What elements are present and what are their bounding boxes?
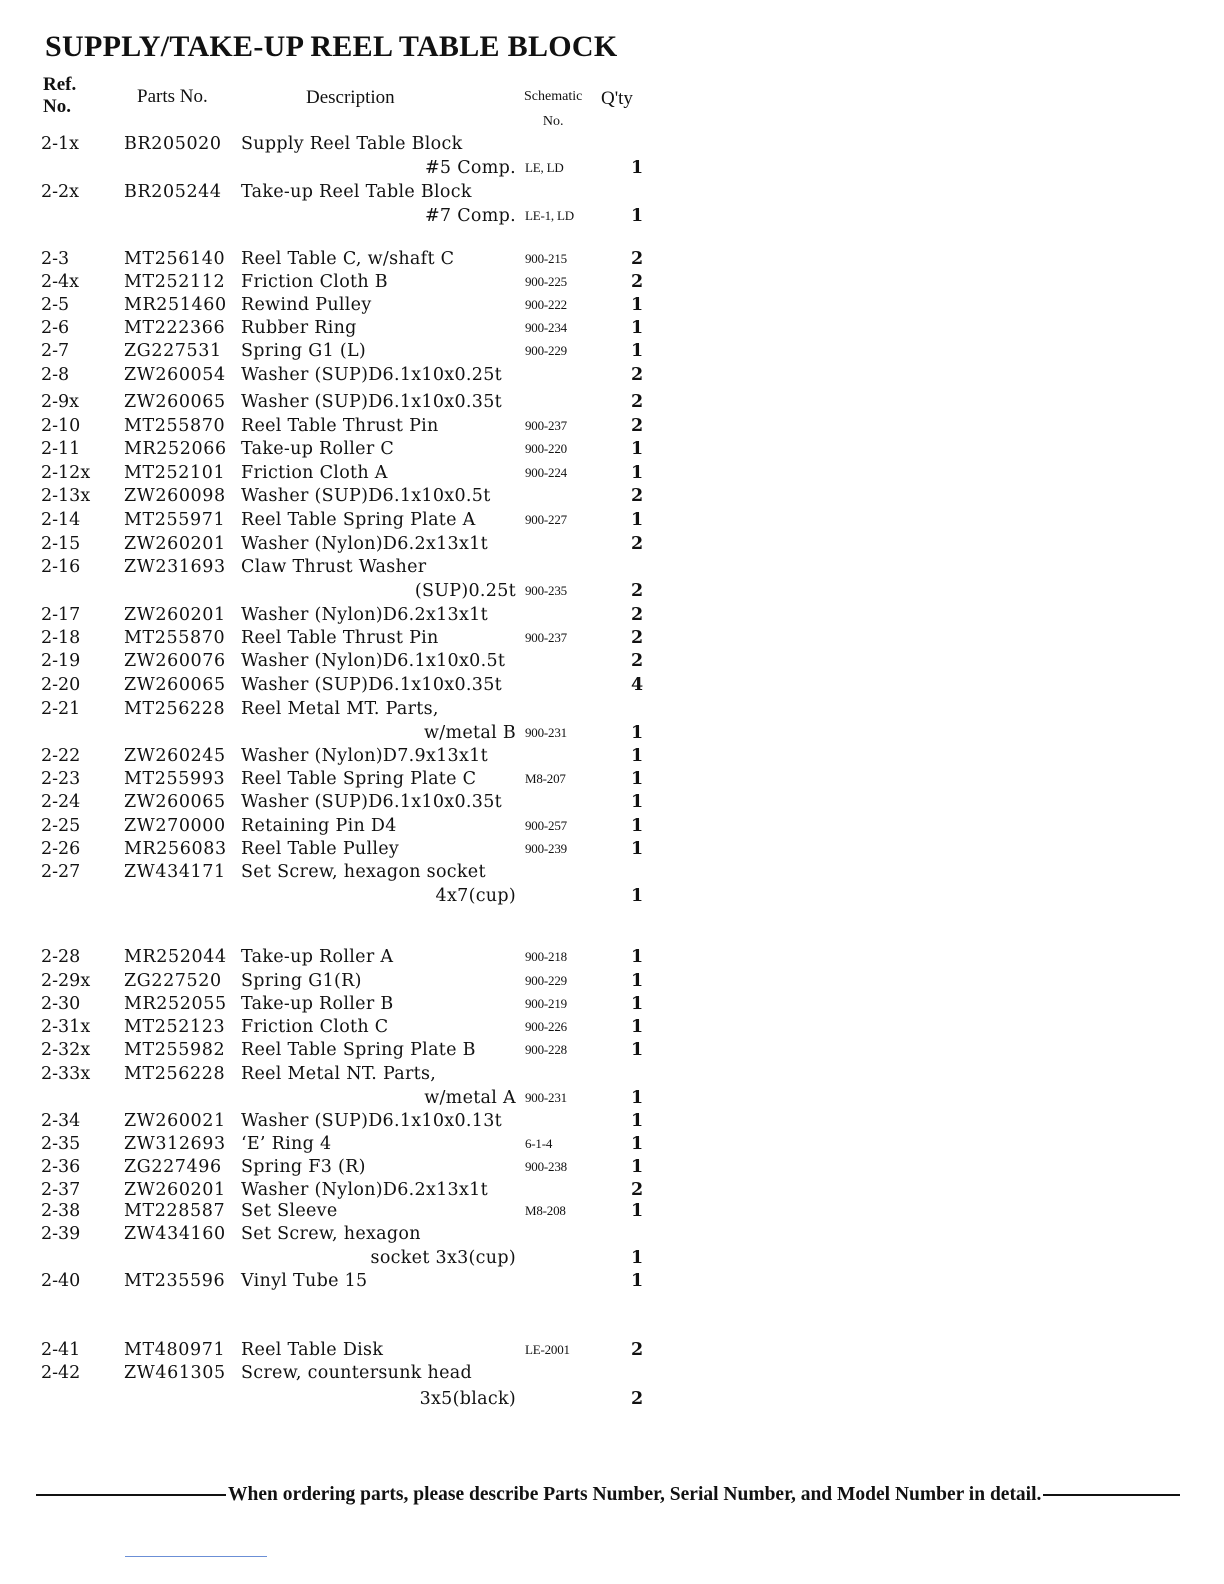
parts-no: BR205244	[124, 182, 222, 202]
parts-no: MT255993	[124, 769, 226, 789]
table-row	[0, 340, 700, 362]
table-row	[0, 861, 700, 883]
table-row	[0, 1362, 700, 1384]
quantity: 1	[631, 1111, 644, 1131]
table-row	[0, 650, 700, 672]
ref-no: 2-25	[41, 816, 81, 836]
table-row	[0, 745, 700, 767]
parts-no: ZW260065	[124, 792, 226, 812]
schematic-no: 900-229	[525, 973, 567, 988]
ref-no: 2-21	[41, 699, 81, 719]
description: Take-up Roller A	[241, 947, 394, 967]
parts-no: MT252112	[124, 272, 226, 292]
description: ‘E’ Ring 4	[241, 1134, 332, 1154]
ref-no: 2-27	[41, 862, 81, 882]
quantity: 1	[631, 723, 644, 743]
schematic-no: 900-257	[525, 818, 567, 833]
description: Washer (Nylon)D7.9x13x1t	[241, 746, 488, 766]
description: Spring F3 (R)	[241, 1157, 366, 1177]
quantity: 1	[631, 792, 644, 812]
table-row	[0, 1133, 700, 1155]
description: Reel Table Spring Plate C	[241, 769, 477, 789]
quantity: 1	[631, 1017, 644, 1037]
quantity: 1	[631, 1088, 644, 1108]
table-row	[0, 1339, 700, 1361]
table-row	[0, 1223, 700, 1245]
ref-no: 2-2x	[41, 182, 80, 202]
description-continued: w/metal A	[424, 1088, 516, 1108]
table-row	[0, 627, 700, 649]
ref-no: 2-5	[41, 295, 70, 315]
schematic-no: 900-239	[525, 841, 567, 856]
quantity: 1	[631, 158, 644, 178]
quantity: 1	[631, 947, 644, 967]
schematic-no: LE-1, LD	[525, 208, 574, 223]
parts-no: ZG227496	[124, 1157, 222, 1177]
description: Washer (Nylon)D6.2x13x1t	[241, 1180, 488, 1200]
parts-no: MT252123	[124, 1017, 226, 1037]
quantity: 2	[631, 392, 644, 412]
table-row	[0, 993, 700, 1015]
parts-no: ZW260065	[124, 675, 226, 695]
table-row	[0, 1270, 700, 1292]
quantity: 1	[631, 206, 644, 226]
description-continued: socket 3x3(cup)	[370, 1248, 516, 1268]
table-row	[0, 815, 700, 837]
header-ref-line2: No.	[43, 96, 71, 117]
quantity: 2	[631, 486, 644, 506]
parts-no: MR251460	[124, 295, 227, 315]
table-row	[0, 1039, 700, 1061]
schematic-no: 900-226	[525, 1019, 567, 1034]
schematic-no: 900-224	[525, 465, 567, 480]
quantity: 1	[631, 746, 644, 766]
parts-no: MT255870	[124, 628, 226, 648]
quantity: 2	[631, 1340, 644, 1360]
parts-no: MT255971	[124, 510, 226, 530]
table-row	[0, 722, 700, 744]
ref-no: 2-30	[41, 994, 81, 1014]
table-row	[0, 1179, 700, 1201]
header-description: Description	[306, 87, 395, 108]
schematic-no: 900-225	[525, 274, 567, 289]
ref-no: 2-32x	[41, 1040, 91, 1060]
parts-no: ZW260245	[124, 746, 226, 766]
description: Claw Thrust Washer	[241, 557, 427, 577]
description: Set Screw, hexagon socket	[241, 862, 486, 882]
table-row	[0, 946, 700, 968]
parts-no: MT252101	[124, 463, 226, 483]
table-row	[0, 1016, 700, 1038]
parts-no: ZW260201	[124, 1180, 226, 1200]
parts-no: ZW260076	[124, 651, 226, 671]
description: Reel Metal MT. Parts,	[241, 699, 439, 719]
parts-no: ZW231693	[124, 557, 226, 577]
ref-no: 2-16	[41, 557, 81, 577]
quantity: 1	[631, 463, 644, 483]
schematic-no: LE-2001	[525, 1342, 570, 1357]
parts-no: ZG227520	[124, 971, 222, 991]
page-title: SUPPLY/TAKE-UP REEL TABLE BLOCK	[45, 30, 618, 63]
ref-no: 2-35	[41, 1134, 81, 1154]
table-row	[0, 580, 700, 602]
footer-note	[36, 1484, 1180, 1506]
description: Washer (Nylon)D6.2x13x1t	[241, 605, 488, 625]
quantity: 1	[631, 886, 644, 906]
schematic-no: 900-237	[525, 630, 567, 645]
table-row	[0, 533, 700, 555]
footer-rule-left	[36, 1494, 226, 1496]
description: Washer (SUP)D6.1x10x0.5t	[241, 486, 491, 506]
schematic-no: M8-207	[525, 771, 566, 786]
ref-no: 2-36	[41, 1157, 81, 1177]
quantity: 1	[631, 816, 644, 836]
schematic-no: 900-231	[525, 1090, 567, 1105]
ref-no: 2-22	[41, 746, 81, 766]
header-qty: Q'ty	[601, 88, 633, 109]
parts-no: MT256140	[124, 249, 226, 269]
quantity: 2	[631, 581, 644, 601]
quantity: 2	[631, 605, 644, 625]
parts-no: ZW312693	[124, 1134, 226, 1154]
schematic-no: 900-227	[525, 512, 567, 527]
table-row	[0, 556, 700, 578]
description-continued: 3x5(black)	[419, 1389, 516, 1409]
quantity: 1	[631, 839, 644, 859]
description: Spring G1 (L)	[241, 341, 367, 361]
table-row	[0, 415, 700, 437]
quantity: 1	[631, 439, 644, 459]
quantity: 2	[631, 416, 644, 436]
description: Set Sleeve	[241, 1201, 338, 1221]
ref-no: 2-28	[41, 947, 81, 967]
quantity: 1	[631, 1248, 644, 1268]
parts-no: MT480971	[124, 1340, 226, 1360]
description-continued: (SUP)0.25t	[414, 581, 516, 601]
description: Washer (SUP)D6.1x10x0.35t	[241, 792, 502, 812]
table-row	[0, 317, 700, 339]
footer-rule-right	[1043, 1494, 1180, 1496]
quantity: 2	[631, 628, 644, 648]
parts-no: MT255870	[124, 416, 226, 436]
parts-no: MR256083	[124, 839, 227, 859]
ref-no: 2-31x	[41, 1017, 91, 1037]
quantity: 1	[631, 1201, 644, 1221]
description: Reel Table Spring Plate B	[241, 1040, 476, 1060]
ref-no: 2-14	[41, 510, 81, 530]
description: Reel Table Spring Plate A	[241, 510, 476, 530]
description: Retaining Pin D4	[241, 816, 397, 836]
description-continued: 4x7(cup)	[435, 886, 516, 906]
ref-no: 2-3	[41, 249, 70, 269]
description: Screw, countersunk head	[241, 1363, 473, 1383]
description: Reel Table Thrust Pin	[241, 628, 439, 648]
ref-no: 2-20	[41, 675, 81, 695]
description: Washer (SUP)D6.1x10x0.35t	[241, 392, 502, 412]
description-continued: #5 Comp.	[424, 158, 516, 178]
description: Rewind Pulley	[241, 295, 372, 315]
quantity: 1	[631, 971, 644, 991]
ref-no: 2-23	[41, 769, 81, 789]
table-row	[0, 838, 700, 860]
parts-no: ZW260098	[124, 486, 226, 506]
description-continued: #7 Comp.	[424, 206, 516, 226]
table-row	[0, 391, 700, 413]
quantity: 2	[631, 534, 644, 554]
description: Take-up Reel Table Block	[241, 182, 472, 202]
table-row	[0, 438, 700, 460]
table-row	[0, 485, 700, 507]
ref-no: 2-1x	[41, 134, 80, 154]
quantity: 1	[631, 1134, 644, 1154]
schematic-no: 900-228	[525, 1042, 567, 1057]
description: Take-up Roller C	[241, 439, 395, 459]
parts-no: MT222366	[124, 318, 226, 338]
quantity: 1	[631, 341, 644, 361]
table-row	[0, 294, 700, 316]
table-row	[0, 1388, 700, 1410]
parts-no: ZW461305	[124, 1363, 226, 1383]
ref-no: 2-38	[41, 1201, 81, 1221]
scan-artifact-line	[125, 1556, 267, 1557]
footer-text: When ordering parts, please describe Parts Number, Serial Number, and Model Number in detail.	[228, 1484, 1042, 1505]
schematic-no: 900-229	[525, 343, 567, 358]
quantity: 2	[631, 1389, 644, 1409]
quantity: 1	[631, 1040, 644, 1060]
table-row	[0, 1110, 700, 1132]
description: Washer (SUP)D6.1x10x0.13t	[241, 1111, 502, 1131]
parts-no: MR252044	[124, 947, 227, 967]
table-row	[0, 698, 700, 720]
parts-no: ZW260201	[124, 534, 226, 554]
table-row	[0, 1156, 700, 1178]
parts-no: ZW260201	[124, 605, 226, 625]
quantity: 1	[631, 1271, 644, 1291]
header-parts-no: Parts No.	[137, 86, 208, 107]
table-row	[0, 604, 700, 626]
header-ref-line1: Ref.	[43, 74, 77, 95]
description: Reel Table Thrust Pin	[241, 416, 439, 436]
header-schematic-line2: No.	[542, 114, 564, 129]
table-row	[0, 768, 700, 790]
description: Friction Cloth C	[241, 1017, 389, 1037]
ref-no: 2-19	[41, 651, 81, 671]
parts-no: MT256228	[124, 1064, 226, 1084]
schematic-no: 900-215	[525, 251, 567, 266]
ref-no: 2-39	[41, 1224, 81, 1244]
description: Set Screw, hexagon	[241, 1224, 421, 1244]
ref-no: 2-41	[41, 1340, 81, 1360]
schematic-no: 900-237	[525, 418, 567, 433]
description: Rubber Ring	[241, 318, 357, 338]
schematic-no: 900-220	[525, 441, 567, 456]
ref-no: 2-13x	[41, 486, 91, 506]
ref-no: 2-37	[41, 1180, 81, 1200]
schematic-no: LE, LD	[525, 160, 564, 175]
ref-no: 2-24	[41, 792, 81, 812]
table-row	[0, 674, 700, 696]
table-row	[0, 1200, 700, 1222]
description: Spring G1(R)	[241, 971, 362, 991]
ref-no: 2-33x	[41, 1064, 91, 1084]
table-row	[0, 462, 700, 484]
parts-no: ZW260065	[124, 392, 226, 412]
description: Washer (SUP)D6.1x10x0.35t	[241, 675, 502, 695]
quantity: 4	[631, 675, 644, 695]
description: Reel Metal NT. Parts,	[241, 1064, 437, 1084]
quantity: 1	[631, 295, 644, 315]
table-row	[0, 1087, 700, 1109]
parts-no: MR252055	[124, 994, 227, 1014]
parts-no: MT256228	[124, 699, 226, 719]
table-row	[0, 157, 700, 179]
quantity: 2	[631, 272, 644, 292]
schematic-no: 900-218	[525, 949, 567, 964]
ref-no: 2-7	[41, 341, 70, 361]
quantity: 1	[631, 1157, 644, 1177]
table-row	[0, 791, 700, 813]
ref-no: 2-15	[41, 534, 81, 554]
parts-no: ZW260054	[124, 365, 226, 385]
description: Washer (Nylon)D6.2x13x1t	[241, 534, 488, 554]
schematic-no: 900-238	[525, 1159, 567, 1174]
parts-no: MR252066	[124, 439, 227, 459]
table-row	[0, 1247, 700, 1269]
description: Reel Table Disk	[241, 1340, 384, 1360]
parts-no: MT228587	[124, 1201, 226, 1221]
quantity: 2	[631, 249, 644, 269]
description: Reel Table C, w/shaft C	[241, 249, 455, 269]
quantity: 2	[631, 1180, 644, 1200]
schematic-no: 900-222	[525, 297, 567, 312]
ref-no: 2-17	[41, 605, 81, 625]
description: Reel Table Pulley	[241, 839, 400, 859]
table-row	[0, 1063, 700, 1085]
parts-no: ZW270000	[124, 816, 226, 836]
ref-no: 2-6	[41, 318, 70, 338]
schematic-no: 900-219	[525, 996, 567, 1011]
quantity: 2	[631, 651, 644, 671]
parts-no: BR205020	[124, 134, 222, 154]
table-row	[0, 271, 700, 293]
description: Washer (SUP)D6.1x10x0.25t	[241, 365, 502, 385]
parts-no: ZG227531	[124, 341, 222, 361]
schematic-no: 900-235	[525, 583, 567, 598]
table-row	[0, 205, 700, 227]
description: Supply Reel Table Block	[241, 134, 463, 154]
ref-no: 2-42	[41, 1363, 81, 1383]
ref-no: 2-12x	[41, 463, 91, 483]
description: Vinyl Tube 15	[241, 1271, 368, 1291]
quantity: 1	[631, 769, 644, 789]
schematic-no: 900-231	[525, 725, 567, 740]
schematic-no: 6-1-4	[525, 1136, 553, 1151]
parts-no: ZW260021	[124, 1111, 226, 1131]
table-row	[0, 364, 700, 386]
parts-no: MT255982	[124, 1040, 226, 1060]
table-row	[0, 509, 700, 531]
description: Friction Cloth B	[241, 272, 388, 292]
table-row	[0, 181, 700, 203]
ref-no: 2-29x	[41, 971, 91, 991]
ref-no: 2-26	[41, 839, 81, 859]
table-row	[0, 970, 700, 992]
ref-no: 2-8	[41, 365, 70, 385]
ref-no: 2-34	[41, 1111, 81, 1131]
ref-no: 2-10	[41, 416, 81, 436]
header-schematic-line1: Schematic	[524, 89, 583, 104]
schematic-no: 900-234	[525, 320, 567, 335]
table-row	[0, 885, 700, 907]
description: Washer (Nylon)D6.1x10x0.5t	[241, 651, 506, 671]
description: Friction Cloth A	[241, 463, 388, 483]
schematic-no: M8-208	[525, 1203, 566, 1218]
quantity: 1	[631, 318, 644, 338]
description-continued: w/metal B	[423, 723, 516, 743]
quantity: 2	[631, 365, 644, 385]
parts-no: ZW434160	[124, 1224, 226, 1244]
table-row	[0, 133, 700, 155]
quantity: 1	[631, 510, 644, 530]
ref-no: 2-11	[41, 439, 81, 459]
ref-no: 2-18	[41, 628, 81, 648]
description: Take-up Roller B	[241, 994, 394, 1014]
parts-no: MT235596	[124, 1271, 226, 1291]
parts-no: ZW434171	[124, 862, 226, 882]
ref-no: 2-40	[41, 1271, 81, 1291]
ref-no: 2-9x	[41, 392, 80, 412]
table-row	[0, 248, 700, 270]
ref-no: 2-4x	[41, 272, 80, 292]
quantity: 1	[631, 994, 644, 1014]
